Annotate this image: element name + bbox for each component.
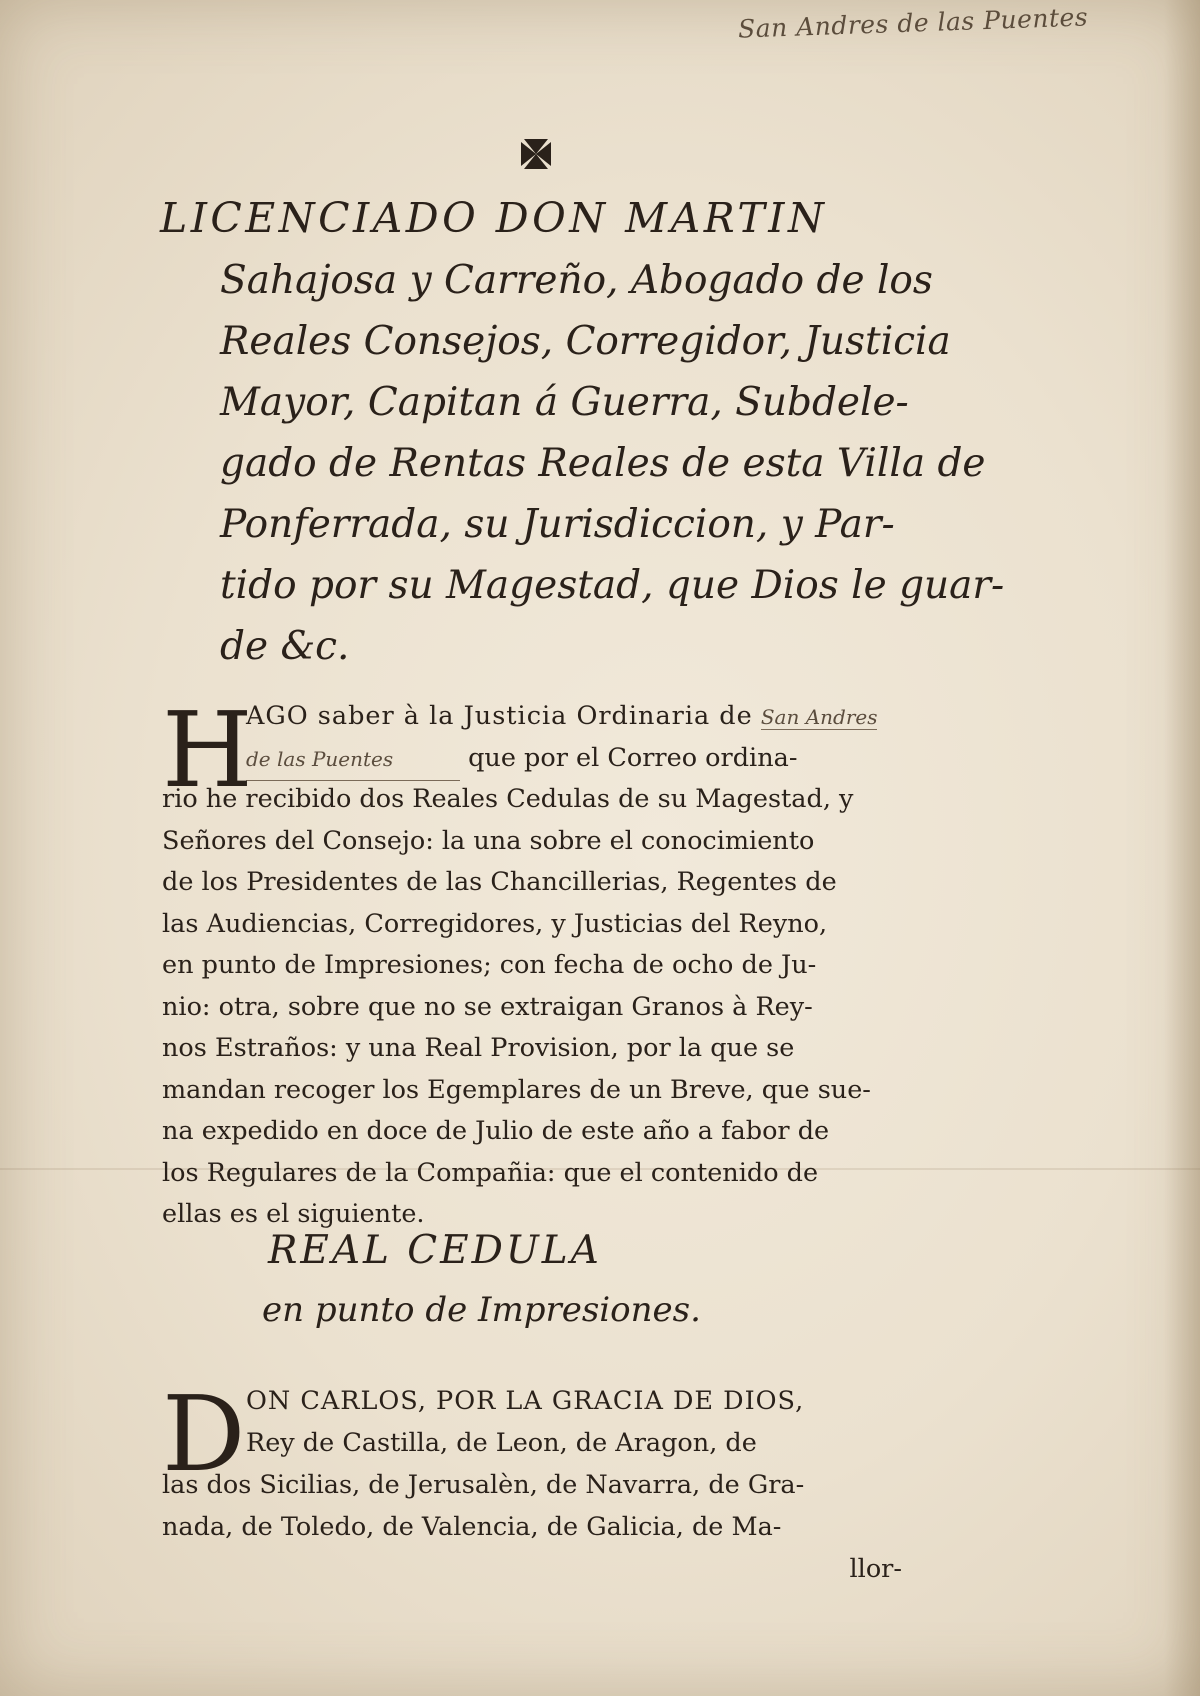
- heading-line: Mayor, Capitan á Guerra, Subdele-: [220, 380, 909, 425]
- paper-edge: [1164, 0, 1200, 1696]
- heading-line: Sahajosa y Carreño, Abogado de los: [220, 258, 933, 303]
- paragraph-cedula: [162, 1373, 902, 1590]
- text-line: [162, 696, 902, 738]
- text-line: rio he recibido dos Reales Cedulas de su Magestad, y: [162, 784, 854, 814]
- text-line: las Audiencias, Corregidores, y Justicias del Reyno,: [162, 908, 828, 939]
- handwritten-fill-in: de las Puentes: [246, 739, 460, 782]
- heading-line: gado de Rentas Reales de esta Villa de: [220, 441, 986, 486]
- text-line: nio: otra, sobre que no se extraigan Granos à Rey-: [162, 991, 813, 1022]
- heading-line: Ponferrada, su Jurisdiccion, y Par-: [220, 502, 895, 547]
- text-line: los Regulares de la Compañia: que el contenido de: [162, 1157, 819, 1188]
- text-line: na expedido en doce de Julio de este año a fabor de: [162, 1116, 830, 1146]
- paragraph-announcement: [162, 689, 902, 1236]
- text-line: en punto de Impresiones; con fecha de ocho de Ju-: [162, 950, 817, 980]
- text-line: nada, de Toledo, de Valencia, de Galicia, de Ma-: [162, 1512, 782, 1542]
- text-line: las dos Sicilias, de Jerusalèn, de Navarra, de Gra-: [162, 1470, 805, 1500]
- drop-cap: H: [162, 689, 253, 811]
- text-line: nos Estraños: y una Real Provision, por la que se: [162, 1033, 795, 1063]
- heading-line: Reales Consejos, Corregidor, Justicia: [220, 319, 951, 364]
- text-line: ON CARLOS, POR LA GRACIA DE DIOS,: [246, 1386, 805, 1416]
- title-continuation: [220, 250, 1005, 677]
- text-line: Rey de Castilla, de Leon, de Aragon, de: [246, 1428, 757, 1458]
- text-line: [162, 738, 902, 780]
- drop-cap: D: [162, 1373, 246, 1495]
- text-line: mandan recoger los Egemplares de un Breve, que sue-: [162, 1074, 871, 1105]
- text-line: de los Presidentes de las Chancillerias, Regentes de: [162, 867, 837, 897]
- text-span: que por el Correo ordina-: [468, 742, 798, 773]
- section-subtitle: en punto de Impresiones.: [262, 1290, 701, 1330]
- document-title: LICENCIADO DON MARTIN: [160, 194, 828, 242]
- heading-line: de &c.: [220, 624, 350, 669]
- section-title: REAL CEDULA: [268, 1228, 602, 1273]
- handwritten-fill-in: San Andres: [760, 705, 878, 729]
- text-line: Señores del Consejo: la una sobre el conocimiento: [162, 825, 815, 856]
- heading-line: tido por su Magestad, que Dios le guar-: [220, 563, 1005, 608]
- text-span: AGO saber à la Justicia Ordinaria de: [246, 701, 753, 731]
- text-line: ellas es el siguiente.: [162, 1199, 425, 1229]
- handwritten-annotation: San Andres de las Puentes: [737, 2, 1089, 44]
- maltese-cross-icon: [518, 136, 554, 172]
- catchword: llor-: [849, 1554, 902, 1584]
